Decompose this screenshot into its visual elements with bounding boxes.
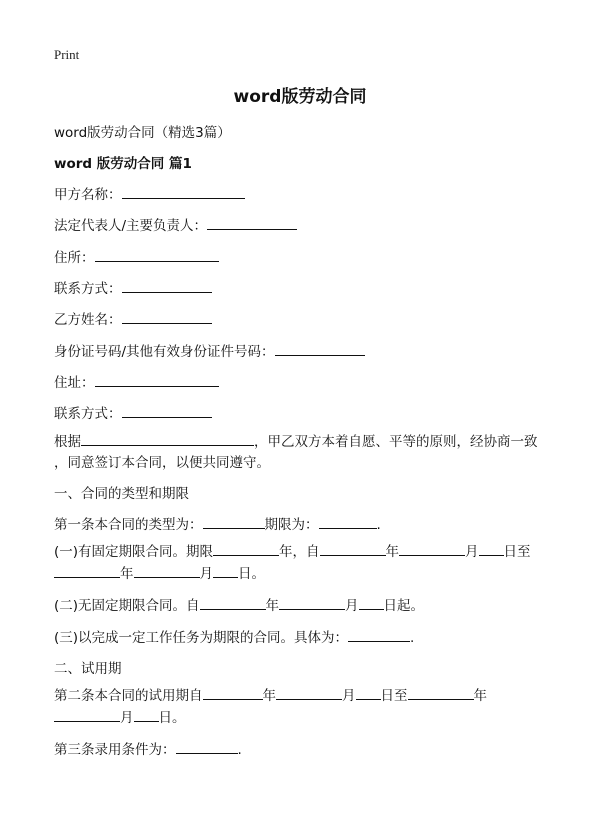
prob-end-day-blank xyxy=(134,707,159,722)
basis-text-line1: ，甲乙双方本着自愿、平等的原则，经协商一致 xyxy=(254,434,538,450)
section2-heading: 二、试用期 xyxy=(54,661,122,677)
start-year-blank xyxy=(320,541,386,556)
party-b-name-label: 乙方姓名： xyxy=(54,312,122,328)
month-text: 月 xyxy=(199,566,213,582)
id-number-row xyxy=(54,340,365,360)
nf-day-blank xyxy=(359,595,384,610)
fixed-term-label: (一)有固定期限合同。期限 xyxy=(54,544,214,560)
basis-text-line2: ，同意签订本合同，以便共同遵守。 xyxy=(54,455,270,471)
residence-blank xyxy=(95,247,219,262)
hiring-conditions-label: 第三条录用条件为： xyxy=(54,742,176,758)
party-b-name-blank xyxy=(122,309,212,324)
start-day-blank xyxy=(479,541,504,556)
legal-rep-blank xyxy=(207,215,297,230)
article1-term-label: 期限为： xyxy=(264,517,319,533)
document-subtitle: word版劳动合同（精选3篇） xyxy=(54,125,231,141)
day-to-text: 日至 xyxy=(503,544,531,560)
year-text: 年 xyxy=(120,566,134,582)
start-month-blank xyxy=(399,541,465,556)
party-b-name-row xyxy=(54,308,212,328)
section1-heading: 一、合同的类型和期限 xyxy=(54,486,189,502)
year-text: 年 xyxy=(265,598,280,614)
task-term-label: (三)以完成一定工作任务为期限的合同。具体为： xyxy=(54,630,349,646)
end-year-blank xyxy=(54,563,120,578)
month-text: 月 xyxy=(120,710,134,726)
prob-start-month-blank xyxy=(276,685,342,700)
year-text: 年 xyxy=(473,688,487,704)
fixed-term-years-blank xyxy=(213,541,279,556)
prob-start-year-blank xyxy=(203,685,263,700)
month-text: 月 xyxy=(342,688,356,704)
legal-rep-row xyxy=(54,214,297,234)
prob-end-year-blank xyxy=(408,685,474,700)
year-text: 年 xyxy=(385,544,400,560)
contact-b-blank xyxy=(122,403,212,418)
article1-row xyxy=(54,513,381,533)
party-a-name-label: 甲方名称： xyxy=(54,187,122,203)
contact-b-label: 联系方式： xyxy=(54,406,122,422)
nf-year-blank xyxy=(200,595,266,610)
contact-a-blank xyxy=(122,278,212,293)
address-blank xyxy=(95,372,219,387)
print-label: Print xyxy=(54,47,80,62)
fixed-term-paragraph xyxy=(54,541,546,585)
basis-paragraph xyxy=(54,431,546,474)
prob-end-month-blank xyxy=(54,707,120,722)
prob-start-day-blank xyxy=(356,685,381,700)
address-label: 住址： xyxy=(54,375,95,391)
address-row xyxy=(54,371,219,391)
month-text: 月 xyxy=(345,598,359,614)
non-fixed-term-row xyxy=(54,594,424,614)
party-a-name-row xyxy=(54,183,245,203)
id-number-label: 身份证号码/其他有效身份证件号码： xyxy=(54,344,275,360)
article3-period: . xyxy=(237,742,242,758)
year-text: 年 xyxy=(262,688,276,704)
id-number-blank xyxy=(275,341,365,356)
task-term-row xyxy=(54,626,414,646)
task-detail-blank xyxy=(348,627,410,642)
hiring-conditions-blank xyxy=(176,739,238,754)
section-heading: word 版劳动合同 篇1 xyxy=(54,156,192,172)
contact-a-row xyxy=(54,277,212,297)
article1-type-label: 第一条本合同的类型为： xyxy=(54,517,203,533)
task-term-period: . xyxy=(410,630,415,646)
year-text: 年 xyxy=(279,544,293,560)
contract-term-blank xyxy=(319,514,377,529)
non-fixed-term-label: (二)无固定期限合同。自 xyxy=(54,598,200,614)
article1-period: . xyxy=(376,517,381,533)
day-period-text: 日。 xyxy=(238,566,265,582)
basis-blank xyxy=(81,431,254,446)
day-period-text: 日。 xyxy=(158,710,186,726)
basis-prefix: 根据 xyxy=(54,434,81,450)
end-month-blank xyxy=(134,563,200,578)
article3-row xyxy=(54,738,242,758)
probation-label: 第二条本合同的试用期自 xyxy=(54,688,203,704)
day-to-text: 日至 xyxy=(380,688,408,704)
residence-row xyxy=(54,246,219,266)
residence-label: 住所： xyxy=(54,250,95,266)
from-text: ，自 xyxy=(292,544,320,560)
month-text: 月 xyxy=(465,544,479,560)
day-from-text: 日起。 xyxy=(383,598,425,614)
document-title: word版劳动合同 xyxy=(233,87,367,107)
legal-rep-label: 法定代表人/主要负责人： xyxy=(54,218,208,234)
contact-a-label: 联系方式： xyxy=(54,281,122,297)
nf-month-blank xyxy=(279,595,345,610)
party-a-name-blank xyxy=(122,184,245,199)
contract-type-blank xyxy=(203,514,265,529)
contact-b-row xyxy=(54,402,212,422)
end-day-blank xyxy=(213,563,238,578)
probation-paragraph xyxy=(54,685,546,729)
